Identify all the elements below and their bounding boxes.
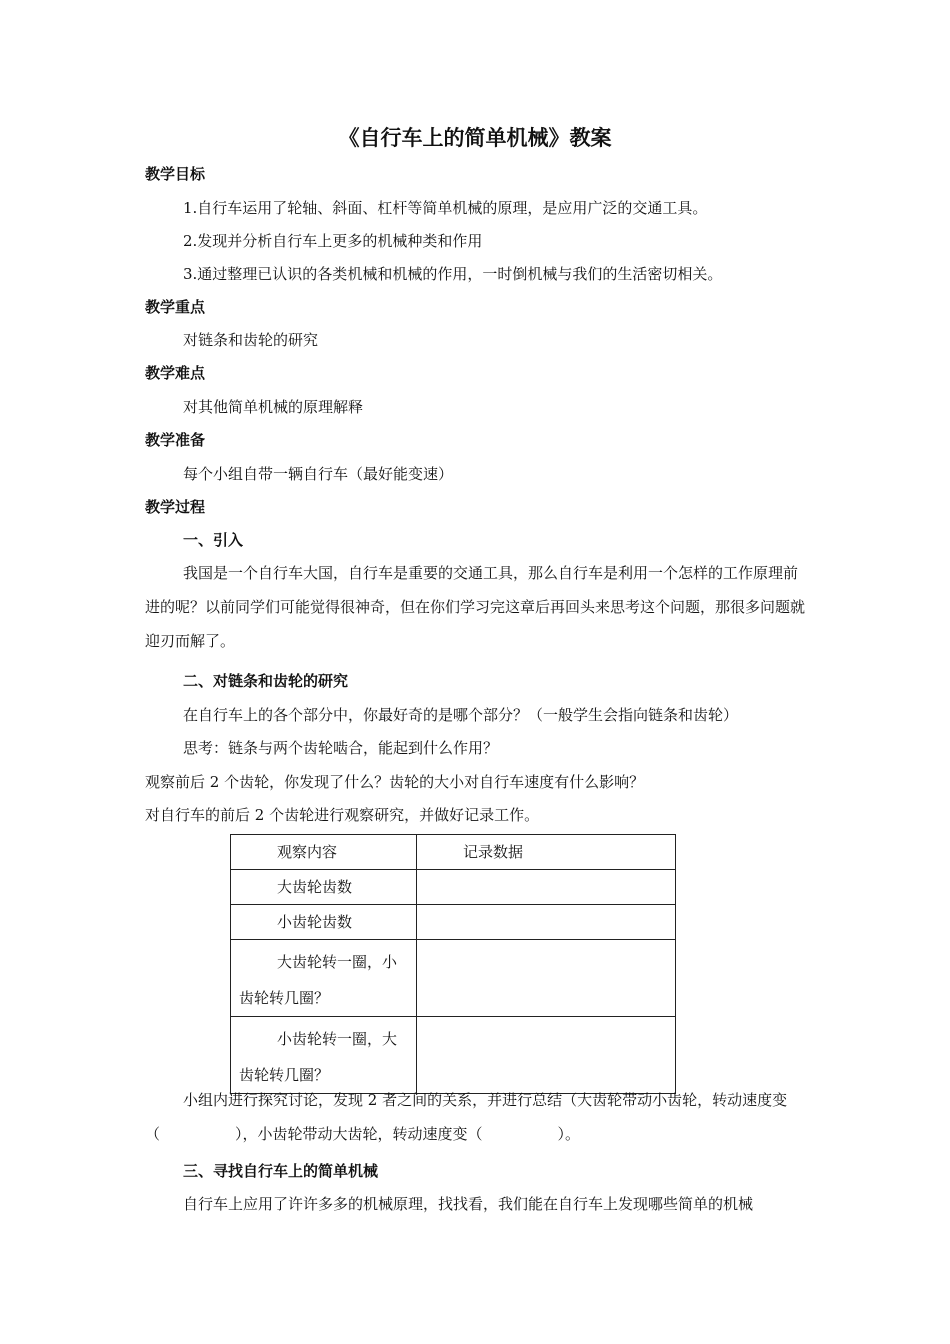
page-title: 《自行车上的简单机械》教案 bbox=[338, 126, 612, 150]
table-header-cell: 观察内容 bbox=[231, 835, 417, 870]
table-cell[interactable] bbox=[417, 870, 676, 905]
table-header-cell: 记录数据 bbox=[417, 835, 676, 870]
heading-part3: 三、寻找自行车上的简单机械 bbox=[183, 1162, 379, 1180]
table-row bbox=[231, 905, 676, 940]
table-cell: 大齿轮齿数 bbox=[231, 870, 417, 905]
part2-line3: 观察前后 2 个齿轮，你发现了什么？齿轮的大小对自行车速度有什么影响？ bbox=[145, 773, 645, 791]
heading-key: 教学重点 bbox=[145, 298, 206, 316]
heading-difficulty: 教学难点 bbox=[145, 364, 206, 382]
part1-text: 我国是一个自行车大国，自行车是重要的交通工具，那么自行车是利用一个怎样的工作原理前进的呢？以前同学们可能觉得很神奇，但在你们学习完这章后再回头来思考这个问题，那很多问题就迎刃而解了。 bbox=[145, 564, 806, 650]
table-cell[interactable] bbox=[417, 940, 676, 1017]
key-text: 对链条和齿轮的研究 bbox=[183, 331, 319, 349]
goal-item-1: 1.自行车运用了轮轴、斜面、杠杆等简单机械的原理，是应用广泛的交通工具。 bbox=[183, 199, 708, 217]
part2-line1: 在自行车上的各个部分中，你最好奇的是哪个部分？（一般学生会指向链条和齿轮） bbox=[183, 706, 739, 724]
table-row bbox=[231, 940, 676, 1017]
part2-line4: 对自行车的前后 2 个齿轮进行观察研究，并做好记录工作。 bbox=[145, 806, 540, 824]
table-header-row bbox=[231, 835, 676, 870]
heading-part1: 一、引入 bbox=[183, 531, 244, 549]
heading-prep: 教学准备 bbox=[145, 431, 206, 449]
part3-text: 自行车上应用了许许多多的机械原理，找找看，我们能在自行车上发现哪些简单的机械 bbox=[183, 1195, 754, 1213]
goal-item-3: 3.通过整理已认识的各类机械和机械的作用，一时倒机械与我们的生活密切相关。 bbox=[183, 265, 723, 283]
table-row bbox=[231, 870, 676, 905]
heading-goals: 教学目标 bbox=[145, 165, 206, 183]
part2-summary: 小组内进行探究讨论，发现 2 者之间的关系，并进行总结（大齿轮带动小齿轮，转动速度变（ ），小齿轮带动大齿轮，转动速度变（ ）。 bbox=[145, 1091, 788, 1143]
difficulty-text: 对其他简单机械的原理解释 bbox=[183, 398, 364, 416]
table-cell: 小齿轮齿数 bbox=[231, 905, 417, 940]
observation-table bbox=[230, 834, 676, 1094]
table-cell: 小齿轮转一圈，大齿轮转几圈？ bbox=[231, 1017, 417, 1094]
table-cell: 大齿轮转一圈，小齿轮转几圈？ bbox=[231, 940, 417, 1017]
table-row bbox=[231, 1017, 676, 1094]
goal-item-2: 2.发现并分析自行车上更多的机械种类和作用 bbox=[183, 232, 483, 250]
part2-line2: 思考：链条与两个齿轮啮合，能起到什么作用？ bbox=[183, 739, 499, 757]
table-cell[interactable] bbox=[417, 905, 676, 940]
heading-process: 教学过程 bbox=[145, 498, 206, 516]
heading-part2: 二、对链条和齿轮的研究 bbox=[183, 672, 349, 690]
prep-text: 每个小组自带一辆自行车（最好能变速） bbox=[183, 465, 454, 483]
table-cell[interactable] bbox=[417, 1017, 676, 1094]
